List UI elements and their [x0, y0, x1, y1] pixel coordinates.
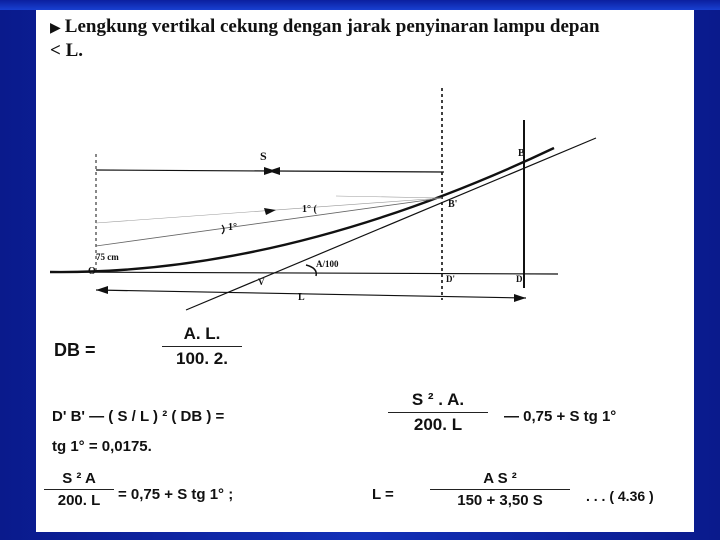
beam-arrow [264, 208, 276, 215]
dprime-denominator: 200. L [413, 415, 463, 434]
f3-l-fraction [430, 470, 570, 509]
label-l: L [298, 292, 305, 303]
f3-fraction [44, 470, 114, 509]
f3-middle: = 0,75 + S tg 1° ; [118, 486, 234, 503]
f3-fraction-bar [44, 489, 114, 490]
label-s: S [260, 149, 267, 163]
slide-page [36, 10, 694, 532]
label-b-prime: B' [448, 199, 458, 210]
s-arrow-mid-left [268, 167, 280, 175]
label-1deg-upper: 1° ( [302, 204, 317, 215]
label-1deg-lower: 1° [228, 222, 237, 233]
f3-l-numerator: A S ² [483, 470, 517, 487]
f3-l-denominator: 150 + 3,50 S [457, 492, 543, 509]
angle-arc-v [306, 265, 316, 276]
dprime-numerator: S ² . A. [411, 390, 465, 409]
f3-denominator: 200. L [57, 492, 101, 509]
db-lhs: DB = [54, 340, 96, 360]
title-line-2: < L. [50, 40, 83, 61]
db-numerator: A. L. [183, 324, 221, 343]
label-d: D [516, 274, 523, 284]
label-d-prime: D' [446, 274, 455, 284]
label-a100: A/100 [316, 259, 339, 269]
dprime-fraction-bar [388, 412, 488, 413]
tg-line: tg 1° = 0,0175. [52, 438, 152, 455]
f3-l-lhs: L = [372, 486, 394, 503]
db-denominator: 100. 2. [176, 349, 228, 368]
title-line-1: Lengkung vertikal cekung dengan jarak penyinaran lampu depan [64, 16, 600, 37]
db-fraction [162, 324, 242, 369]
bullet-icon: ▶ [50, 21, 61, 36]
db-fraction-bar [162, 346, 242, 347]
label-b: B [518, 148, 525, 159]
dprime-lhs: D' B' — ( S / L ) ² ( DB ) = [52, 408, 225, 425]
baseline-line [50, 272, 558, 274]
equation-reference: . . . ( 4.36 ) [586, 488, 654, 504]
top-stripe [0, 0, 720, 10]
label-75cm: 75 cm [96, 252, 119, 262]
label-v: V [258, 277, 265, 287]
tangent-line [186, 138, 596, 310]
sag-curve-diagram [36, 10, 694, 330]
dprime-rhs: — 0,75 + S tg 1° [504, 408, 617, 425]
dprime-fraction [388, 390, 488, 435]
beam-line-top [336, 196, 442, 198]
l-dimension-line [96, 290, 526, 298]
l-arrow-right [514, 294, 526, 302]
angle-arc-lower [222, 225, 224, 234]
f3-l-fraction-bar [430, 489, 570, 490]
f3-numerator: S ² A [62, 470, 96, 487]
label-o: O [88, 266, 96, 277]
l-arrow-left [96, 286, 108, 294]
beam-line-lower [96, 198, 442, 246]
